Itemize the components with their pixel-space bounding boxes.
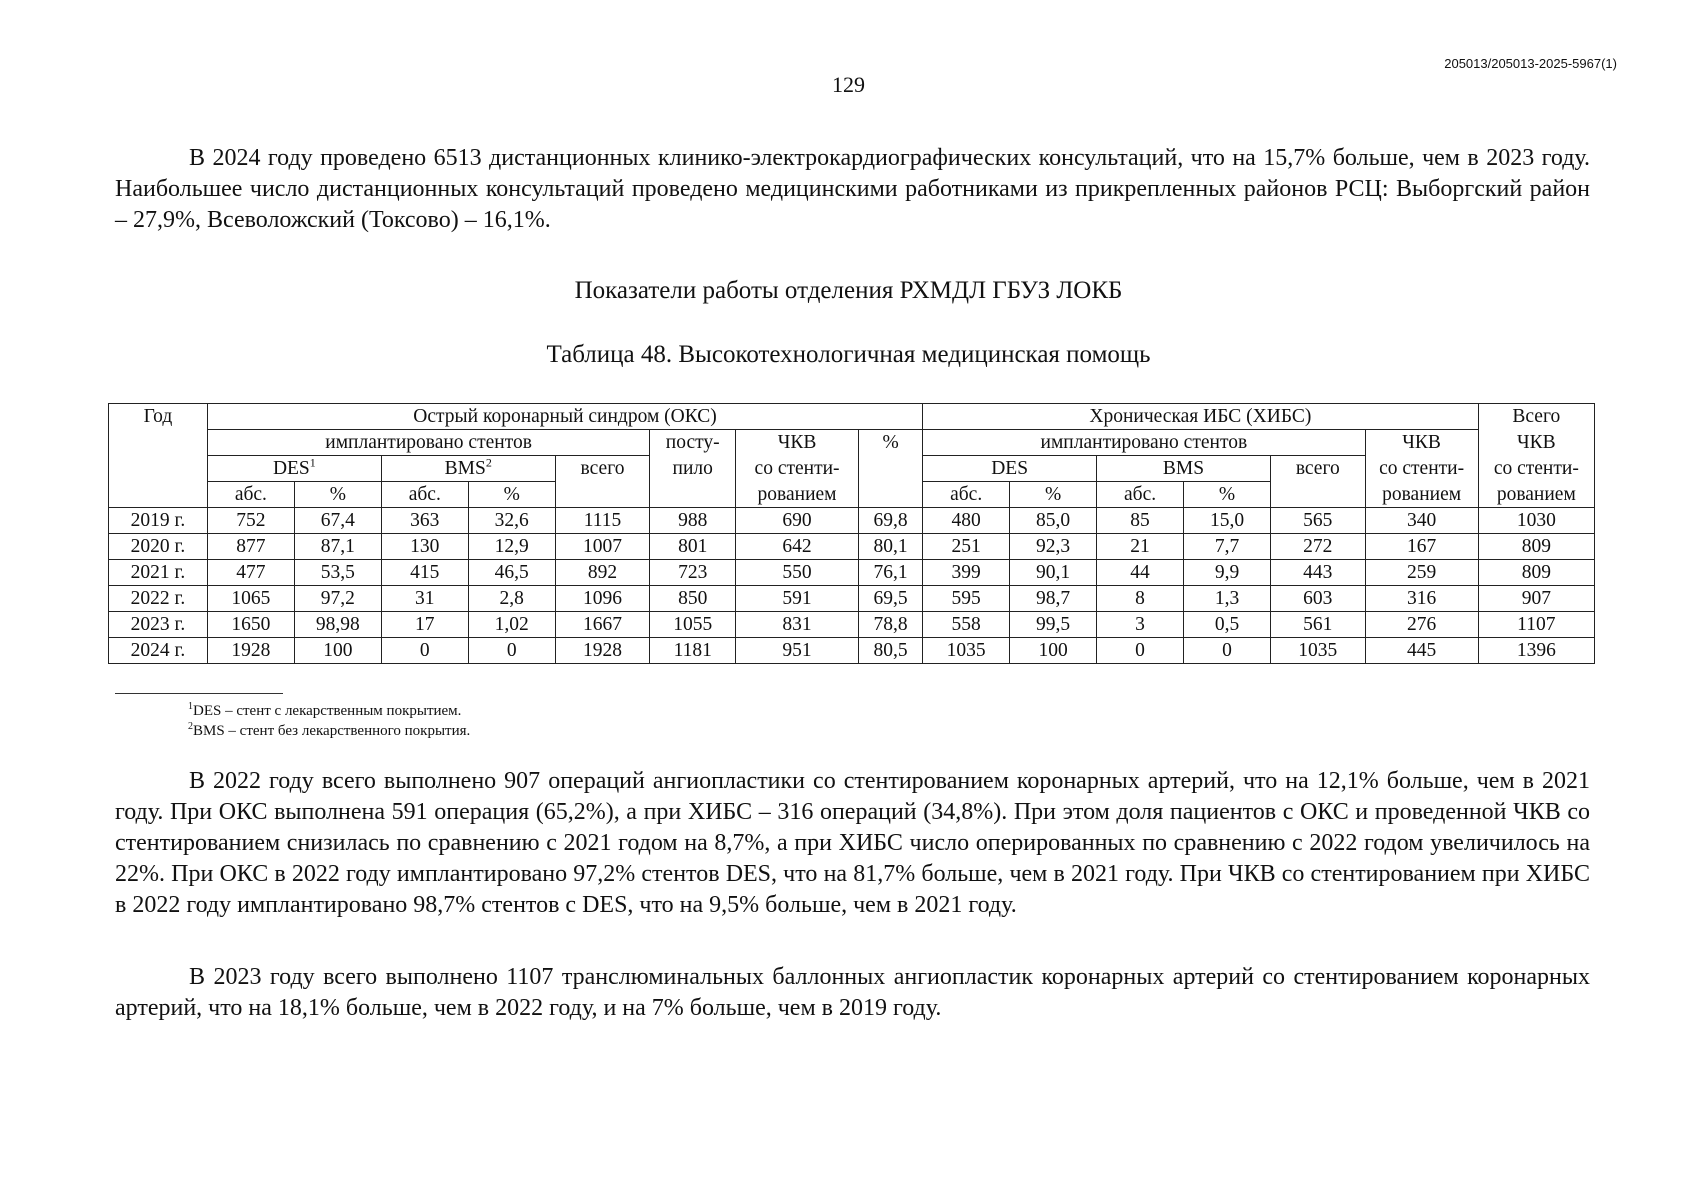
table-cell: 809 [1478,534,1594,560]
header-admitted-1: посту- [650,430,736,456]
table-cell: 7,7 [1184,534,1271,560]
header-oks-des-abs: абс. [207,482,294,508]
analysis-paragraph-2022: В 2022 году всего выполнено 907 операций ангиопластики со стентированием коронарных артерий, что на 12,1% больше, чем в 2021 году. При ОКС выполнена 591 операция (65,2%), а при ХИБС – 316 операций (34,8%). При этом доля пациентов с ОКС и проведенной ЧКВ со стентированием снизилась по сравнению с 2021 годом на 8,7%, а при ХИБС число оперированных по сравнению с 2022 годом увеличилось на 22%. При ОКС в 2022 году имплантировано 97,2% стентов DES, что на 81,7% больше, чем в 2021 году. При ЧКВ со стентированием при ХИБС в 2022 году имплантировано 98,7% стентов с DES, что на 9,5% больше, чем в 2021 году. [115,768,1590,918]
header-oks-pci-2: со стенти- [736,456,859,482]
header-hibs-des: DES [923,456,1097,482]
row-year-cell: 2019 г. [109,508,208,534]
table-cell: 100 [1010,638,1097,664]
table-cell: 80,5 [858,638,922,664]
table-cell: 46,5 [468,560,555,586]
header-oks-bms-abs: абс. [381,482,468,508]
table-row [109,638,1595,664]
table-row [109,508,1595,534]
table-cell: 98,98 [294,612,381,638]
table-cell: 87,1 [294,534,381,560]
table-cell: 1030 [1478,508,1594,534]
header-total: Всего [1478,404,1594,430]
table-cell: 443 [1270,560,1365,586]
header-row-2 [109,430,1595,456]
table-cell: 0 [1184,638,1271,664]
table-cell: 850 [650,586,736,612]
table-cell: 1181 [650,638,736,664]
table-cell: 690 [736,508,859,534]
table-cell: 340 [1365,508,1478,534]
header-hibs-des-pct: % [1010,482,1097,508]
header-oks-pci-3: рованием [736,482,859,508]
table-cell: 167 [1365,534,1478,560]
header-oks-bms-pct: % [468,482,555,508]
header-oks-des-pct: % [294,482,381,508]
table-cell: 0 [381,638,468,664]
header-admitted-2: пило [650,456,736,482]
table-cell: 100 [294,638,381,664]
table-cell: 1928 [555,638,650,664]
table-cell: 951 [736,638,859,664]
table-cell: 272 [1270,534,1365,560]
table-cell: 32,6 [468,508,555,534]
table-cell: 15,0 [1184,508,1271,534]
table-cell: 752 [207,508,294,534]
row-year-cell: 2021 г. [109,560,208,586]
table-cell: 1,02 [468,612,555,638]
table-cell: 1065 [207,586,294,612]
table-cell: 550 [736,560,859,586]
table-cell: 67,4 [294,508,381,534]
table-cell: 44 [1097,560,1184,586]
header-year: Год [109,404,208,508]
table-cell: 603 [1270,586,1365,612]
table-cell: 363 [381,508,468,534]
table-cell: 480 [923,508,1010,534]
table-cell: 8 [1097,586,1184,612]
table-cell: 90,1 [1010,560,1097,586]
table-cell: 1035 [923,638,1010,664]
header-hibs-des-abs: абс. [923,482,1010,508]
header-total-pci-2: со стенти- [1478,456,1594,482]
header-hibs-bms-abs: абс. [1097,482,1184,508]
table-cell: 99,5 [1010,612,1097,638]
table-cell: 1396 [1478,638,1594,664]
table-cell: 316 [1365,586,1478,612]
table-cell: 988 [650,508,736,534]
header-row-1 [109,404,1595,430]
table-cell: 595 [923,586,1010,612]
table-row [109,534,1595,560]
footnote-bms: $^2$BMS – стент без лекарственного покрытия. [188,721,471,739]
table-cell: 1667 [555,612,650,638]
table-cell: 1928 [207,638,294,664]
table-row [109,586,1595,612]
table-cell: 97,2 [294,586,381,612]
header-oks-pci-1: ЧКВ [736,430,859,456]
table-cell: 31 [381,586,468,612]
row-year-cell: 2024 г. [109,638,208,664]
table-cell: 53,5 [294,560,381,586]
table-cell: 1115 [555,508,650,534]
header-oks-percent: % [858,430,922,508]
row-year-cell: 2023 г. [109,612,208,638]
table-cell: 0 [468,638,555,664]
header-hibs: Хроническая ИБС (ХИБС) [923,404,1478,430]
table-cell: 565 [1270,508,1365,534]
section-title: Показатели работы отделения РХМДЛ ГБУЗ ЛОКБ [574,277,1123,304]
table-cell: 2,8 [468,586,555,612]
header-hibs-pci-1: ЧКВ [1365,430,1478,456]
header-hibs-bms-pct: % [1184,482,1271,508]
table-cell: 76,1 [858,560,922,586]
table-cell: 276 [1365,612,1478,638]
table-cell: 130 [381,534,468,560]
analysis-paragraph-2023: В 2023 году всего выполнено 1107 транслюминальных баллонных ангиопластик коронарных артерий со стентированием коронарных артерий, что на 18,1% больше, чем в 2022 году, и на 7% больше, чем в 2019 году. [115,964,1590,1021]
table-cell: 477 [207,560,294,586]
table-cell: 877 [207,534,294,560]
header-hibs-pci-2: со стенти- [1365,456,1478,482]
table-cell: 0 [1097,638,1184,664]
table-cell: 0,5 [1184,612,1271,638]
header-oks-implanted: имплантировано стентов [207,430,649,456]
table-cell: 415 [381,560,468,586]
table-cell: 69,8 [858,508,922,534]
intro-paragraph: В 2024 году проведено 6513 дистанционных клинико-электрокардиографических консультаций, что на 15,7% больше, чем в 2023 году. Наибольшее число дистанционных консультаций проведено медицинскими работниками из прикрепленных районов РСЦ: Выборгский район – 27,9%, Всеволожский (Токсово) – 16,1%. [115,145,1590,233]
table-cell: 1096 [555,586,650,612]
footnote-divider [115,693,283,694]
table-cell: 1,3 [1184,586,1271,612]
header-total-pci-3: рованием [1478,482,1594,508]
header-admitted-3 [650,482,736,508]
table-cell: 69,5 [858,586,922,612]
footnote-des: $^1$DES – стент с лекарственным покрытием. [188,701,462,719]
header-total-pci-1: ЧКВ [1478,430,1594,456]
table-row [109,560,1595,586]
table-cell: 98,7 [1010,586,1097,612]
stenting-table [108,403,1595,664]
table-cell: 445 [1365,638,1478,664]
header-hibs-all: всего [1270,456,1365,508]
table-cell: 907 [1478,586,1594,612]
table-cell: 892 [555,560,650,586]
header-hibs-bms: BMS [1097,456,1271,482]
table-cell: 80,1 [858,534,922,560]
table-cell: 399 [923,560,1010,586]
table-cell: 831 [736,612,859,638]
table-caption: Таблица 48. Высокотехнологичная медицинская помощь [546,341,1151,368]
table-cell: 21 [1097,534,1184,560]
header-oks-all: всего [555,456,650,508]
table-cell: 85 [1097,508,1184,534]
table-row [109,612,1595,638]
table-cell: 9,9 [1184,560,1271,586]
table-cell: 1055 [650,612,736,638]
table-cell: 1107 [1478,612,1594,638]
table-cell: 17 [381,612,468,638]
table-cell: 561 [1270,612,1365,638]
table-cell: 642 [736,534,859,560]
table-cell: 3 [1097,612,1184,638]
table-cell: 78,8 [858,612,922,638]
document-id: 205013/205013-2025-5967(1) [1444,56,1617,71]
table-cell: 1007 [555,534,650,560]
table-cell: 259 [1365,560,1478,586]
header-row-3 [109,456,1595,482]
table-cell: 12,9 [468,534,555,560]
table-cell: 1035 [1270,638,1365,664]
table-cell: 1650 [207,612,294,638]
table-cell: 558 [923,612,1010,638]
table-cell: 723 [650,560,736,586]
table-cell: 251 [923,534,1010,560]
table-cell: 92,3 [1010,534,1097,560]
table-cell: 85,0 [1010,508,1097,534]
table-cell: 801 [650,534,736,560]
header-hibs-implanted: имплантировано стентов [923,430,1365,456]
header-oks: Острый коронарный синдром (ОКС) [207,404,922,430]
page-number: 129 [832,72,865,97]
table-body [109,508,1595,664]
header-oks-bms: BMS$^2$ [381,456,555,482]
header-row-4 [109,482,1595,508]
row-year-cell: 2020 г. [109,534,208,560]
header-oks-des: DES$^1$ [207,456,381,482]
header-hibs-pci-3: рованием [1365,482,1478,508]
table-cell: 591 [736,586,859,612]
row-year-cell: 2022 г. [109,586,208,612]
table-cell: 809 [1478,560,1594,586]
